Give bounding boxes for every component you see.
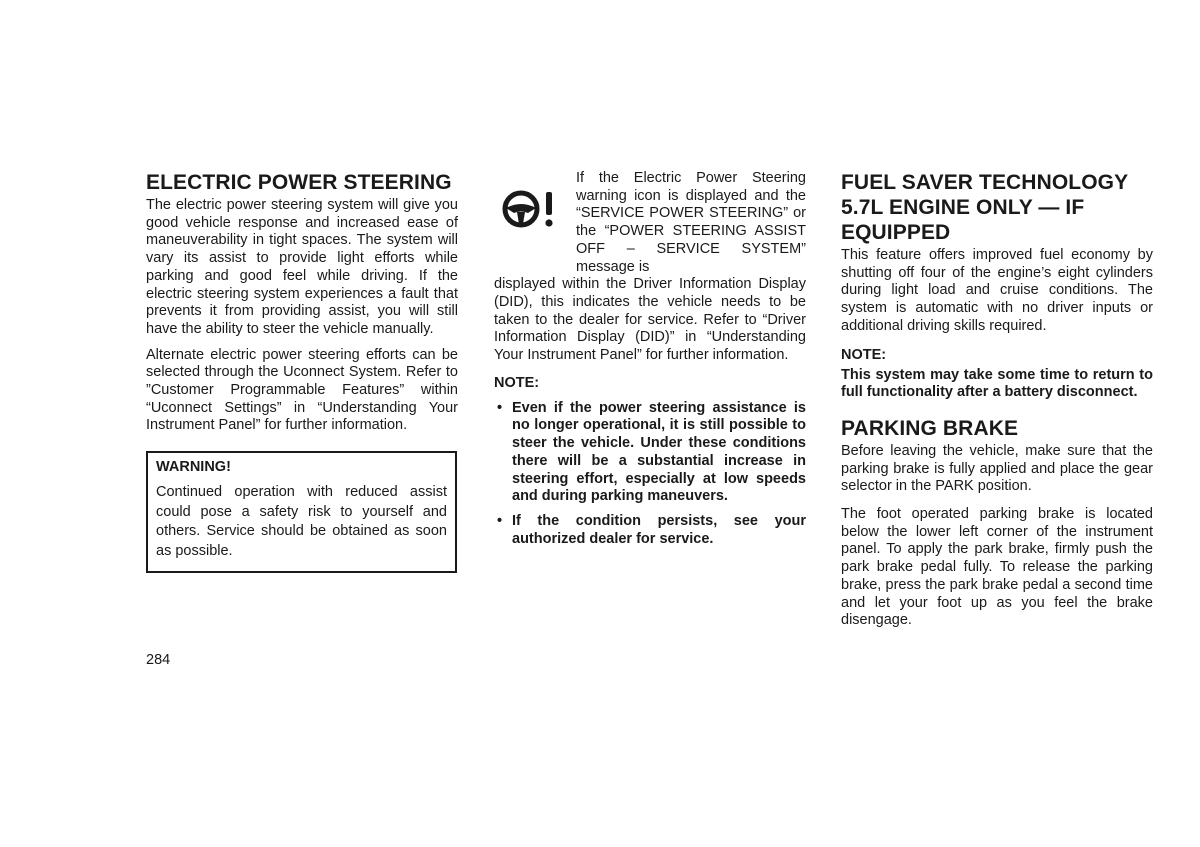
column-fuel-saver-parking-brake <box>841 168 1153 638</box>
parking-brake-paragraph-1: Before leaving the vehicle, make sure that the parking brake is fully applied and place the gear selector in the PARK position. <box>841 442 1153 495</box>
eps-paragraph-1: The electric power steering system will give you good vehicle response and increased ease of maneuverability in tight spaces. The system will vary its assist to provide light efforts while parking and good feel while driving. If the electric steering system experiences a fault that prevents it from providing assist, you will still have the ability to steer the vehicle manually. <box>146 197 458 337</box>
warning-box <box>146 451 457 573</box>
bullet-icon: • <box>497 512 503 529</box>
eps-paragraph-2: Alternate electric power steering efforts can be selected through the Uconnect System. Refer to ”Customer Programmable Features” within “Uconnect Settings” in “Understanding Your Instrument Panel” for further information. <box>146 346 458 434</box>
list-item <box>494 513 806 548</box>
column-electric-power-steering <box>146 168 458 573</box>
bullet-icon: • <box>497 399 503 416</box>
steering-warning-icon <box>500 186 560 232</box>
notes-list <box>494 400 806 549</box>
warning-title: WARNING! <box>156 459 231 476</box>
note-label: NOTE: <box>494 374 540 391</box>
fuel-saver-paragraph: This feature offers improved fuel economy by shutting off four of the engine’s eight cylinders during light load and cruise conditions. The system is automatic with no driver inputs or additional driving skills required. <box>841 247 1153 334</box>
note-text: Even if the power steering assistance is no longer operational, it is still possible to steer the vehicle. Under these conditions there will be a substantial increase in steering effort, especially at low speeds and during parking maneuvers. <box>512 399 806 505</box>
section-heading-electric-power-steering: ELECTRIC POWER STEERING <box>146 171 452 194</box>
column-eps-warning <box>494 168 806 555</box>
eps-warning-intro <box>494 168 806 276</box>
list-item <box>494 400 806 506</box>
page-number: 284 <box>146 652 171 668</box>
section-heading-parking-brake: PARKING BRAKE <box>841 416 1019 440</box>
warning-text: Continued operation with reduced assist could pose a safety risk to yourself and others. Service should be obtained as soon as possible. <box>156 484 447 559</box>
note-text: If the condition persists, see your authorized dealer for service. <box>512 512 806 547</box>
eps-warning-continued-text: displayed within the Driver Information Display (DID), this indicates the vehicle needs to be taken to the dealer for service. Refer to “Driver Information Display (DID)” in “Understanding Your Instrument Panel” for further information. <box>494 276 806 364</box>
section-heading-fuel-saver: FUEL SAVER TECHNOLOGY 5.7L ENGINE ONLY — IF EQUIPPED <box>841 171 1128 244</box>
fuel-saver-note-text: This system may take some time to return to full functionality after a battery disconnect. <box>841 366 1153 401</box>
eps-warning-wrapped-text: If the Electric Power Steering warning icon is displayed and the “SERVICE POWER STEERING” or the “POWER STEERING ASSIST OFF – SERVICE SYSTEM” message is <box>576 170 806 275</box>
parking-brake-paragraph-2: The foot operated parking brake is located below the lower left corner of the instrument panel. To apply the park brake, firmly push the park brake pedal fully. To release the parking brake, press the park brake pedal a second time and let your foot up as you feel the brake disengage. <box>841 506 1153 629</box>
fuel-saver-note-label: NOTE: <box>841 346 887 363</box>
